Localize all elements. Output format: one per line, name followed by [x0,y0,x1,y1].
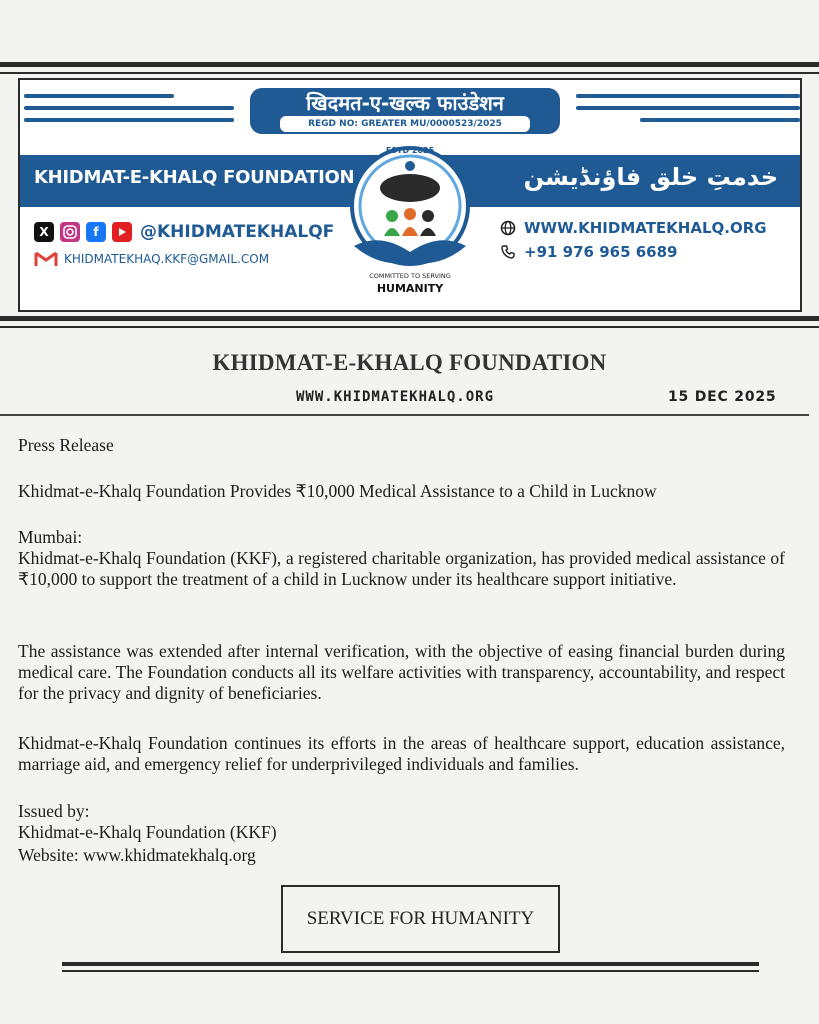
social-handle[interactable]: @KHIDMATEKHALQF [140,222,335,242]
logo-humanity-text: HUMANITY [376,282,444,295]
youtube-icon[interactable] [112,222,132,242]
header-website: WWW.KHIDMATEKHALQ.ORG [296,389,495,405]
top-rule-thin [0,72,819,74]
foundation-logo [340,136,480,312]
decor-line [24,94,174,98]
hindi-title: खिदमत-ए-खल्क फाउंडेशन [306,91,504,115]
phone-icon [500,244,516,260]
paragraph: The assistance was extended after internal verification, with the objective of easing financial burden during medical care. The Foundation conducts all its welfare activities with transparency, accountability, and respect for the privacy and dignity of beneficiaries. [18,641,785,703]
social-row [34,220,334,244]
decor-line [640,118,800,122]
phone-number[interactable]: +91 976 965 6689 [524,243,678,261]
logo-committed-text: COMMITTED TO SERVING [369,272,451,280]
decor-line [24,106,234,110]
english-name: KHIDMAT-E-KHALQ FOUNDATION [34,167,355,188]
press-release-label: Press Release [18,435,114,455]
x-icon[interactable]: X [34,222,54,242]
dateline: Mumbai: [18,527,83,547]
letterhead-bottom-rule-thin [0,326,819,328]
globe-icon [500,220,516,236]
organization-title: KHIDMAT-E-KHALQ FOUNDATION [212,350,607,375]
issued-by-org: Khidmat-e-Khalq Foundation (KKF) [18,822,277,842]
footer-rule-thick [62,962,759,966]
email-address[interactable]: KHIDMATEKHAQ.KKF@GMAIL.COM [64,252,270,266]
logo-emblem-icon [340,136,480,276]
instagram-icon[interactable] [60,222,80,242]
release-date: 15 DEC 2025 [668,389,777,405]
issued-by-label: Issued by: [18,801,90,821]
decor-line [24,118,234,122]
email-row [34,250,269,268]
website-line: Website: www.khidmatekhalq.org [18,845,256,865]
website-link[interactable]: WWW.KHIDMATEKHALQ.ORG [524,219,767,237]
phone-row [500,243,677,261]
headline: Khidmat-e-Khalq Foundation Provides ₹10,000 Medical Assistance to a Child in Lucknow [18,481,657,501]
letterhead-banner [18,78,802,312]
footer-rule-thin [62,970,759,972]
urdu-name: خدمتِ خلق فاؤنڈیشن [523,163,778,191]
letterhead-bottom-rule [0,316,819,321]
registration-number: REGD NO: GREATER MU/0000523/2025 [280,116,530,132]
top-rule-thick [0,62,819,67]
logo-estd-text: ESTD 2025 [385,146,435,155]
paragraph: Khidmat-e-Khalq Foundation continues its efforts in the areas of healthcare support, education assistance, marriage aid, and emergency relief for underprivileged individuals and families. [18,733,785,774]
decor-line [576,106,800,110]
facebook-icon[interactable]: f [86,222,106,242]
service-for-humanity-box: SERVICE FOR HUMANITY [281,885,560,953]
gmail-icon [34,250,58,268]
paragraph: Khidmat-e-Khalq Foundation (KKF), a registered charitable organization, has provided medical assistance of ₹10,000 to support the treatment of a child in Lucknow under its healthcare support initiative. [18,548,785,589]
website-row [500,219,767,237]
decor-line [576,94,800,98]
heading-divider [0,414,809,416]
hindi-title-pill [250,88,560,134]
